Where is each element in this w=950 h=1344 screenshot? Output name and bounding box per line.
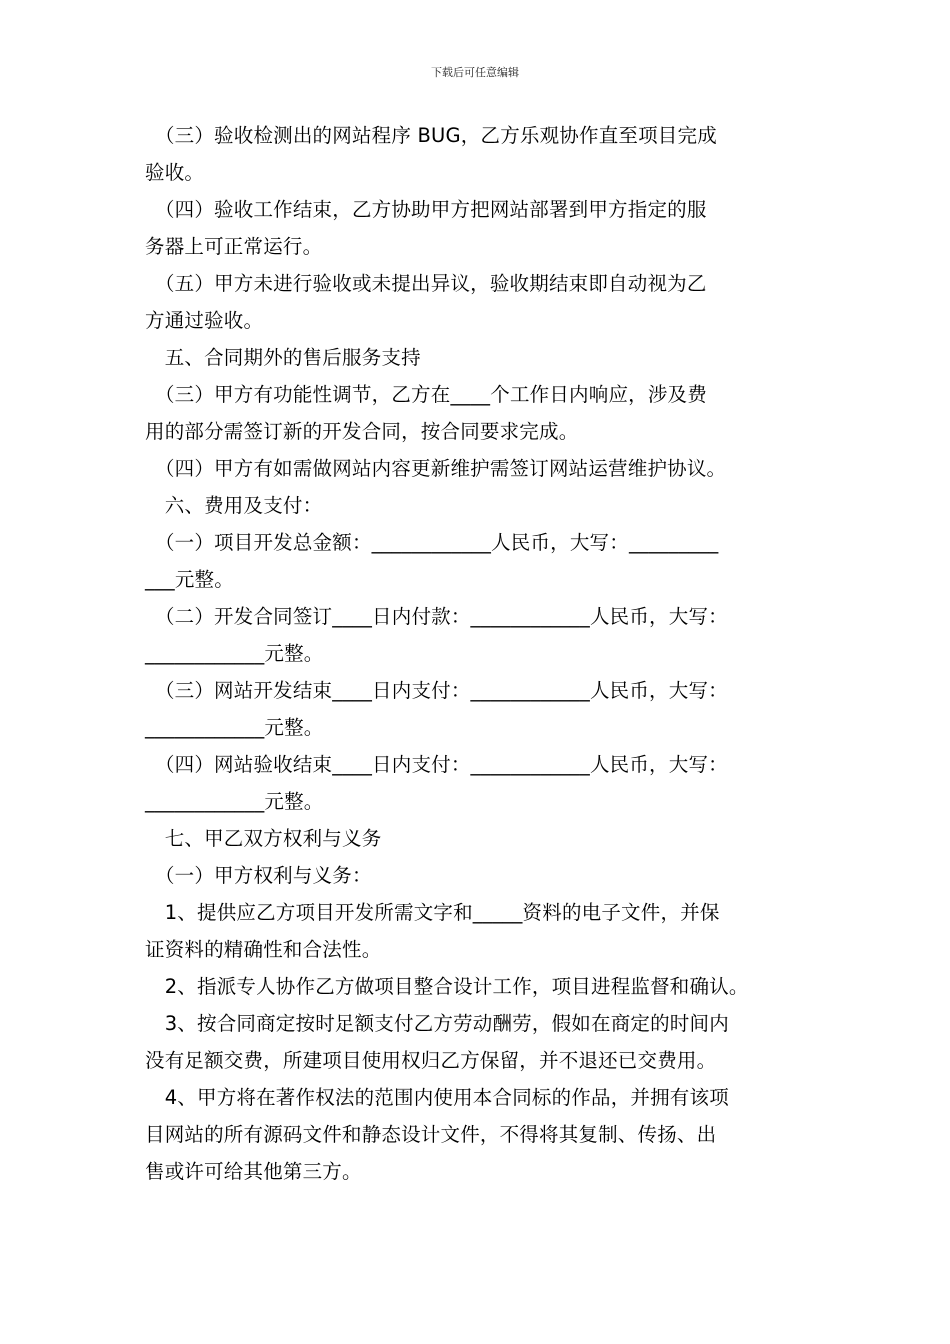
- paragraph-line: 没有足额交费，所建项目使用权归乙方保留，并不退还已交费用。: [145, 1049, 717, 1072]
- subsection-heading: （一）甲方权利与义务：: [145, 864, 372, 887]
- paragraph-line: （四）验收工作结束，乙方协助甲方把网站部署到甲方指定的服: [145, 198, 707, 221]
- section-heading: 七、甲乙双方权利与义务: [145, 827, 382, 850]
- paragraph-line: ____________元整。: [145, 790, 324, 813]
- document-body: [145, 117, 820, 1190]
- paragraph-line: （三）网站开发结束____日内支付：____________人民币，大写：: [145, 679, 728, 702]
- paragraph-line: （四）甲方有如需做网站内容更新维护需签订网站运营维护协议。: [145, 457, 727, 480]
- section-heading: 五、合同期外的售后服务支持: [145, 346, 421, 369]
- section-heading: 六、费用及支付：: [145, 494, 323, 517]
- paragraph-line: ___元整。: [145, 568, 234, 591]
- paragraph-line: （三）甲方有功能性调节，乙方在____个工作日内响应，涉及费: [145, 383, 707, 406]
- paragraph-line: 2、指派专人协作乙方做项目整合设计工作，项目进程监督和确认。: [145, 975, 749, 998]
- paragraph-line: ____________元整。: [145, 642, 324, 665]
- paragraph-line: （五）甲方未进行验收或未提出异议，验收期结束即自动视为乙: [145, 272, 707, 295]
- paragraph-line: （三）验收检测出的网站程序 BUG，乙方乐观协作直至项目完成: [145, 124, 717, 147]
- paragraph-line: 验收。: [145, 161, 205, 184]
- paragraph-line: （二）开发合同签订____日内付款：____________人民币，大写：: [145, 605, 728, 628]
- paragraph-line: 3、按合同商定按时足额支付乙方劳动酬劳，假如在商定的时间内: [145, 1012, 729, 1035]
- paragraph-line: ____________元整。: [145, 716, 324, 739]
- paragraph-line: 4、甲方将在著作权法的范围内使用本合同标的作品，并拥有该项: [145, 1086, 729, 1109]
- paragraph-line: 证资料的精确性和合法性。: [145, 938, 382, 961]
- paragraph-line: 方通过验收。: [145, 309, 264, 332]
- paragraph-line: （一）项目开发总金额：____________人民币，大写：_________: [145, 531, 719, 554]
- paragraph-line: （四）网站验收结束____日内支付：____________人民币，大写：: [145, 753, 728, 776]
- page-header: 下载后可任意编辑: [431, 66, 519, 79]
- paragraph-line: 用的部分需签订新的开发合同，按合同要求完成。: [145, 420, 579, 443]
- paragraph-line: 1、提供应乙方项目开发所需文字和_____资料的电子文件，并保: [145, 901, 720, 924]
- paragraph-line: 目网站的所有源码文件和静态设计文件，不得将其复制、传扬、出: [145, 1123, 717, 1146]
- paragraph-line: 务器上可正常运行。: [145, 235, 323, 258]
- paragraph-line: 售或许可给其他第三方。: [145, 1160, 362, 1183]
